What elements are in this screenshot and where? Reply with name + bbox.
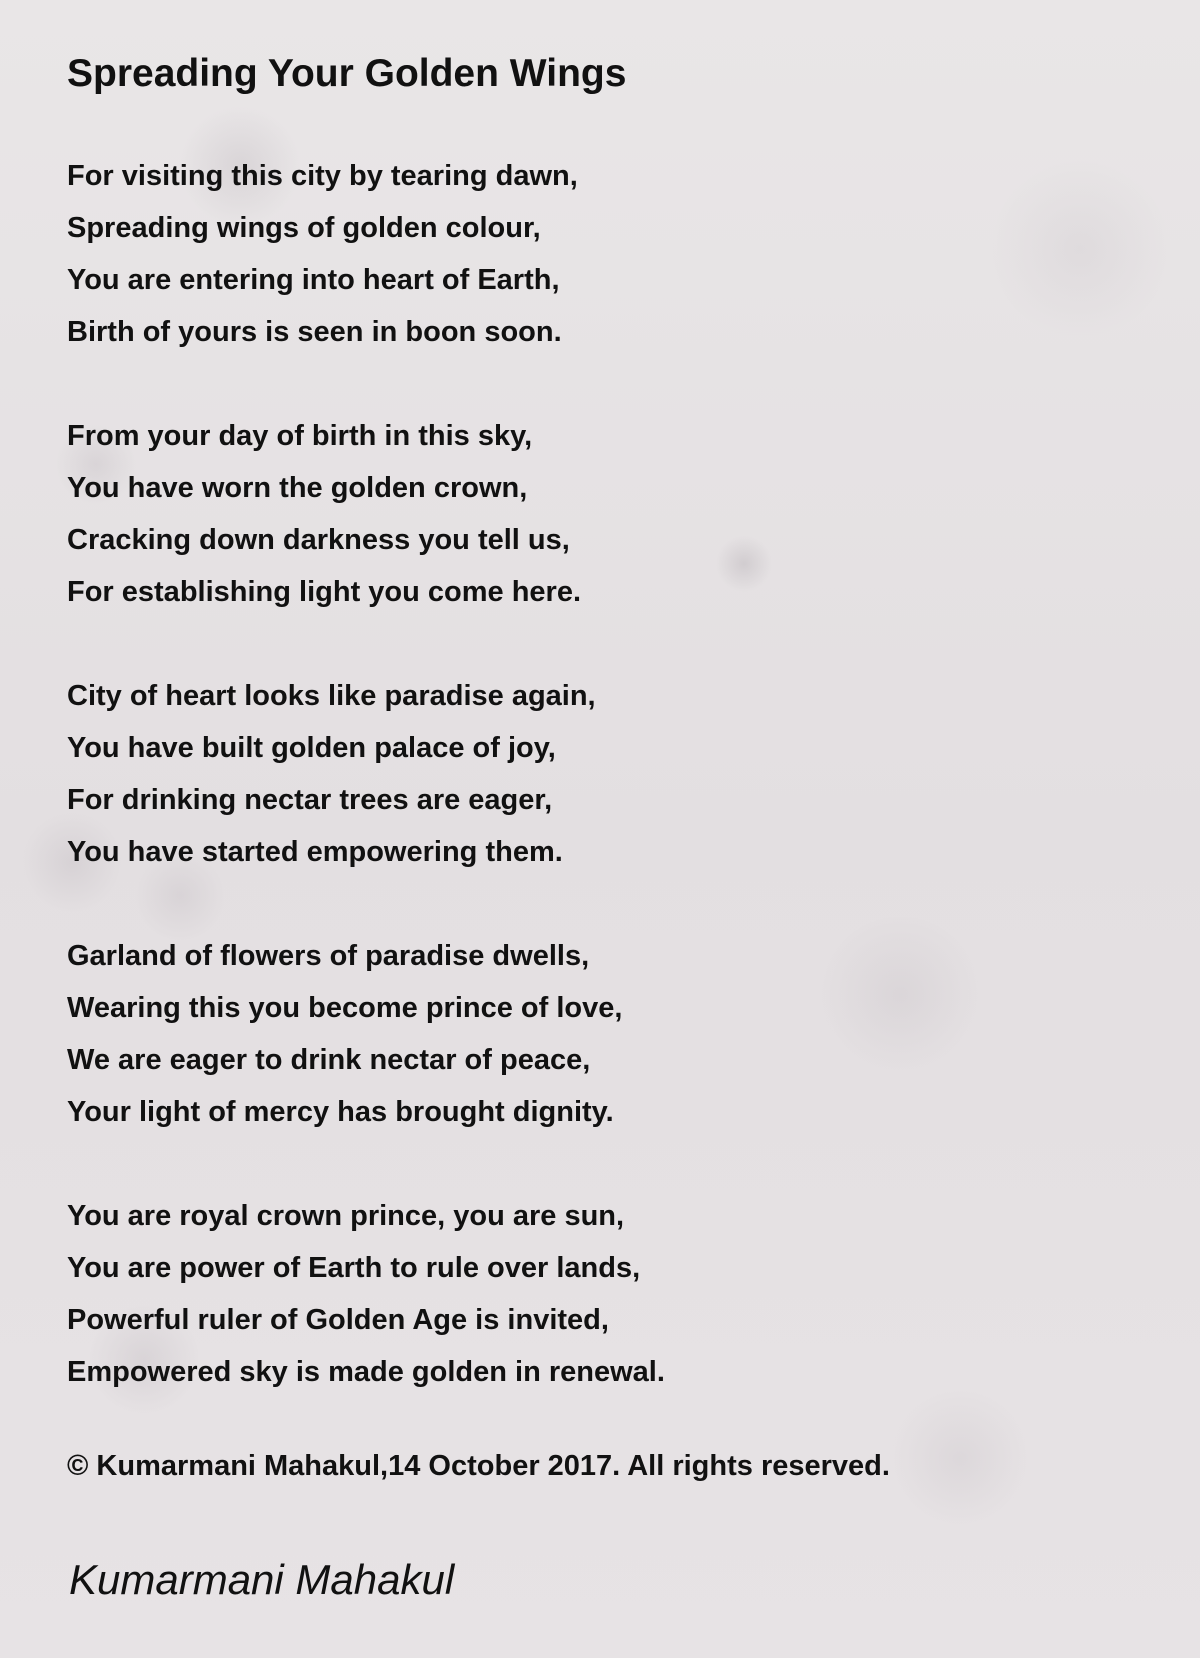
author-signature: Kumarmani Mahakul (69, 1556, 455, 1603)
poem-line: For drinking nectar trees are eager, (67, 784, 553, 816)
poem-line: Birth of yours is seen in boon soon. (67, 316, 562, 348)
poem-line: Empowered sky is made golden in renewal. (67, 1356, 665, 1388)
poem-title: Spreading Your Golden Wings (67, 52, 627, 95)
poem-line: Powerful ruler of Golden Age is invited, (67, 1304, 609, 1336)
poem-line: From your day of birth in this sky, (67, 420, 533, 452)
poem-body (67, 150, 665, 1450)
poem-line: Wearing this you become prince of love, (67, 992, 623, 1024)
poem-line: You are power of Earth to rule over lands, (67, 1252, 641, 1284)
poem-line: Cracking down darkness you tell us, (67, 524, 570, 556)
poem-line: We are eager to drink nectar of peace, (67, 1044, 591, 1076)
poem-line: You have worn the golden crown, (67, 472, 528, 504)
poem-line: You have built golden palace of joy, (67, 732, 556, 764)
stanza-2 (67, 410, 665, 618)
poem-line: You are royal crown prince, you are sun, (67, 1200, 625, 1232)
poem-line: City of heart looks like paradise again, (67, 680, 596, 712)
poem-line: You have started empowering them. (67, 836, 563, 868)
stanza-1 (67, 150, 665, 358)
copyright-notice: © Kumarmani Mahakul,14 October 2017. All rights reserved. (67, 1450, 890, 1482)
poem-line: Garland of flowers of paradise dwells, (67, 940, 590, 972)
poem-line: Spreading wings of golden colour, (67, 212, 541, 244)
stanza-3 (67, 670, 665, 878)
poem-line: For visiting this city by tearing dawn, (67, 160, 578, 192)
stanza-5 (67, 1190, 665, 1398)
poem-line: Your light of mercy has brought dignity. (67, 1096, 614, 1128)
stanza-4 (67, 930, 665, 1138)
poem-line: For establishing light you come here. (67, 576, 582, 608)
poem-line: You are entering into heart of Earth, (67, 264, 560, 296)
